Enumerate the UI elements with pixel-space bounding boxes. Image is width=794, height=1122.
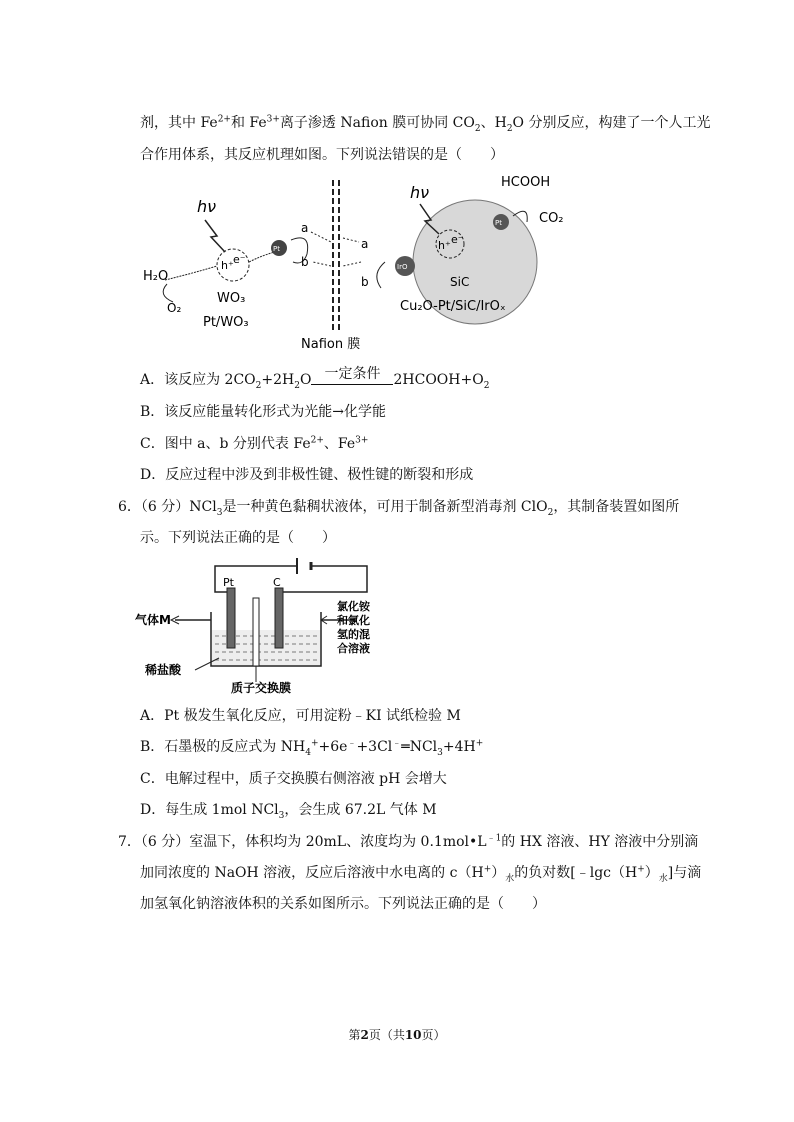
q5-option-b: B．该反应能量转化形式为光能→化学能	[140, 404, 387, 420]
b-right-label: b	[361, 275, 369, 289]
h2o-arrow-icon	[163, 284, 173, 302]
proton-exchange-membrane	[253, 598, 259, 666]
gas-m-label: 气体M	[135, 613, 171, 627]
wo3-label: WO₃	[217, 291, 246, 306]
q7-stem-line2: 加同浓度的 NaOH 溶液，反应后溶液中水电离的 $c(H^+)_水$的负对数$[﹣\lg c(H^+)_水]$与滴	[140, 864, 702, 884]
q5-intro-line1: 剂，其中 $Fe^{2+}$和 $Fe^{3+}$离子渗透 Nafion 膜可协同 $CO_2$、$H_2O$ 分别反应，构建了一个人工光	[140, 114, 711, 134]
pt-wo3-label: Pt/WO₃	[203, 315, 249, 330]
q6-option-c: C．电解过程中，质子交换膜右侧溶液 pH 会增大	[140, 771, 447, 787]
membrane-label: 质子交换膜	[231, 681, 292, 695]
pt-label: Pt	[223, 576, 234, 589]
svg-text:氢的混: 氢的混	[337, 628, 370, 641]
a-right-label: a	[361, 237, 369, 251]
q5-option-a: A．该反应为 $2CO_2+2H_2O$ 一定条件 $2HCOOH+O_2$	[140, 366, 490, 391]
catalyst-label: Cu₂O-Pt/SiC/IrOₓ	[400, 299, 506, 314]
svg-text:IrO: IrO	[397, 263, 408, 271]
right-hv: hν	[410, 183, 430, 202]
left-lightning-icon	[205, 220, 225, 252]
c-electrode	[275, 588, 283, 648]
q5-intro-line2: 合作用体系，其反应机理如图。下列说法错误的是（ ）	[140, 147, 504, 163]
co2-label: CO₂	[539, 211, 564, 226]
q5-option-c: C．图中 a、b 分别代表 $Fe^{2+}$、$Fe^{3+}$	[140, 435, 369, 452]
pt-electrode	[227, 588, 235, 648]
a-left-label: a	[301, 221, 309, 235]
svg-text:和氯化: 和氯化	[337, 614, 370, 627]
dilute-hcl-label: 稀盐酸	[145, 663, 182, 677]
left-wavy-line	[165, 266, 217, 280]
circuit-wire	[215, 566, 367, 592]
page-footer: 第2页（共10页）	[348, 1028, 446, 1042]
left-h-plus: h⁺	[221, 259, 234, 272]
o2-label: O₂	[167, 301, 182, 315]
right-e-minus: e⁻	[451, 233, 464, 246]
hcooh-label: HCOOH	[501, 175, 551, 190]
b-left-label: b	[301, 255, 309, 269]
c-label: C	[273, 576, 281, 589]
q7-stem-line1: 7．（6 分）室温下，体积均为 20mL、浓度均为 $0.1mol•L^{﹣1}$的 HX 溶液、HY 溶液中分别滴	[118, 833, 699, 850]
svg-text:Pt: Pt	[273, 245, 280, 253]
right-h-plus: h⁺	[438, 239, 451, 252]
q5-mechanism-figure	[135, 170, 595, 355]
q7-stem-line3: 加氢氧化钠溶液体积的关系如图所示。下列说法正确的是（ ）	[140, 896, 546, 912]
left-hv: hν	[197, 197, 217, 216]
svg-text:Pt: Pt	[495, 219, 502, 227]
svg-text:合溶液: 合溶液	[337, 642, 370, 655]
q6-option-d: D．每生成 1mol NCl$_3$，会生成 67.2L 气体 M	[140, 802, 437, 821]
q6-option-b: B．石墨极的反应式为 $NH_4^++6e^﹣+3Cl^﹣═NCl_3+4H^+$	[140, 738, 484, 758]
q6-electrolysis-figure	[135, 558, 415, 698]
q6-option-a: A．Pt 极发生氧化反应，可用淀粉﹣KI 试纸检验 M	[140, 708, 461, 724]
sic-label: SiC	[450, 275, 470, 289]
q6-stem-line2: 示。下列说法正确的是（ ）	[140, 530, 336, 546]
q6-stem-line1: 6．（6 分）NCl$_3$是一种黄色黏稠状液体，可用于制备新型消毒剂 ClO$_2$，其制备装置如图所	[118, 499, 680, 518]
nafion-label: Nafion 膜	[301, 337, 361, 352]
q5-option-d: D．反应过程中涉及到非极性键、极性键的断裂和形成	[140, 467, 474, 483]
left-e-minus: e⁻	[233, 253, 246, 266]
h2o-label: H₂O	[143, 269, 169, 284]
reaction-condition: 一定条件	[311, 364, 393, 385]
svg-text:氯化铵: 氯化铵	[337, 600, 370, 613]
